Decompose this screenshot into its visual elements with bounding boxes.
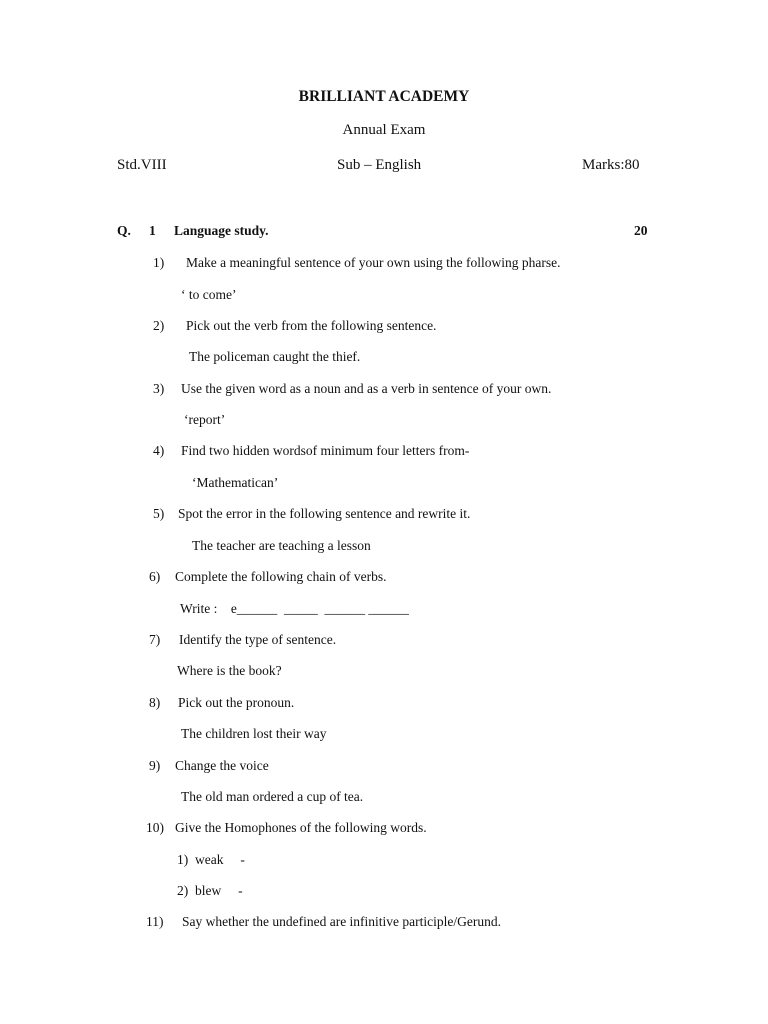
item-number: 3) [153, 381, 165, 396]
item-number: 5) [153, 506, 165, 521]
item-text: Change the voice [175, 758, 269, 773]
item-number: 11) [146, 914, 164, 929]
item-text: Pick out the pronoun. [178, 695, 295, 710]
item-subtext: Write : e______ _____ ______ ______ [180, 601, 409, 616]
item-number: 8) [149, 695, 161, 710]
item-number: 9) [149, 758, 161, 773]
item-text: Spot the error in the following sentence and rewrite it. [178, 506, 471, 521]
item-subtext: ‘ to come’ [181, 287, 237, 302]
item-subtext: ‘report’ [184, 412, 226, 427]
item-text: Complete the following chain of verbs. [175, 569, 387, 584]
item-text: Give the Homophones of the following words. [175, 820, 427, 835]
item-number: 2) [153, 318, 165, 333]
item-text: Use the given word as a noun and as a verb in sentence of your own. [181, 381, 552, 396]
item-subtext: The policeman caught the thief. [189, 349, 361, 364]
item-subtext: ‘Mathematican’ [192, 475, 279, 490]
item-subtext: 2) blew - [177, 883, 243, 898]
exam-title: Annual Exam [342, 122, 426, 138]
question-label: Q. [117, 223, 131, 238]
item-text: Pick out the verb from the following sentence. [186, 318, 437, 333]
question-title: Language study. [174, 223, 269, 238]
item-text: Identify the type of sentence. [179, 632, 337, 647]
item-subtext: The teacher are teaching a lesson [192, 538, 371, 553]
item-number: 6) [149, 569, 161, 584]
item-subtext: 1) weak - [177, 852, 245, 867]
question-marks: 20 [634, 223, 648, 238]
item-text: Find two hidden wordsof minimum four letters from- [181, 443, 470, 458]
question-number: 1 [149, 223, 156, 238]
item-number: 10) [146, 820, 164, 835]
item-text: Say whether the undefined are infinitive participle/Gerund. [182, 914, 502, 929]
item-number: 1) [153, 255, 165, 270]
item-subtext: The children lost their way [181, 726, 327, 741]
subject-label: Sub – English [337, 157, 422, 173]
school-name: BRILLIANT ACADEMY [298, 88, 470, 105]
item-number: 4) [153, 443, 165, 458]
item-subtext: The old man ordered a cup of tea. [181, 789, 364, 804]
item-subtext: Where is the book? [177, 663, 282, 678]
item-number: 7) [149, 632, 161, 647]
item-text: Make a meaningful sentence of your own using the following pharse. [186, 255, 561, 270]
total-marks: Marks:80 [582, 157, 640, 173]
standard-label: Std.VIII [117, 157, 167, 173]
